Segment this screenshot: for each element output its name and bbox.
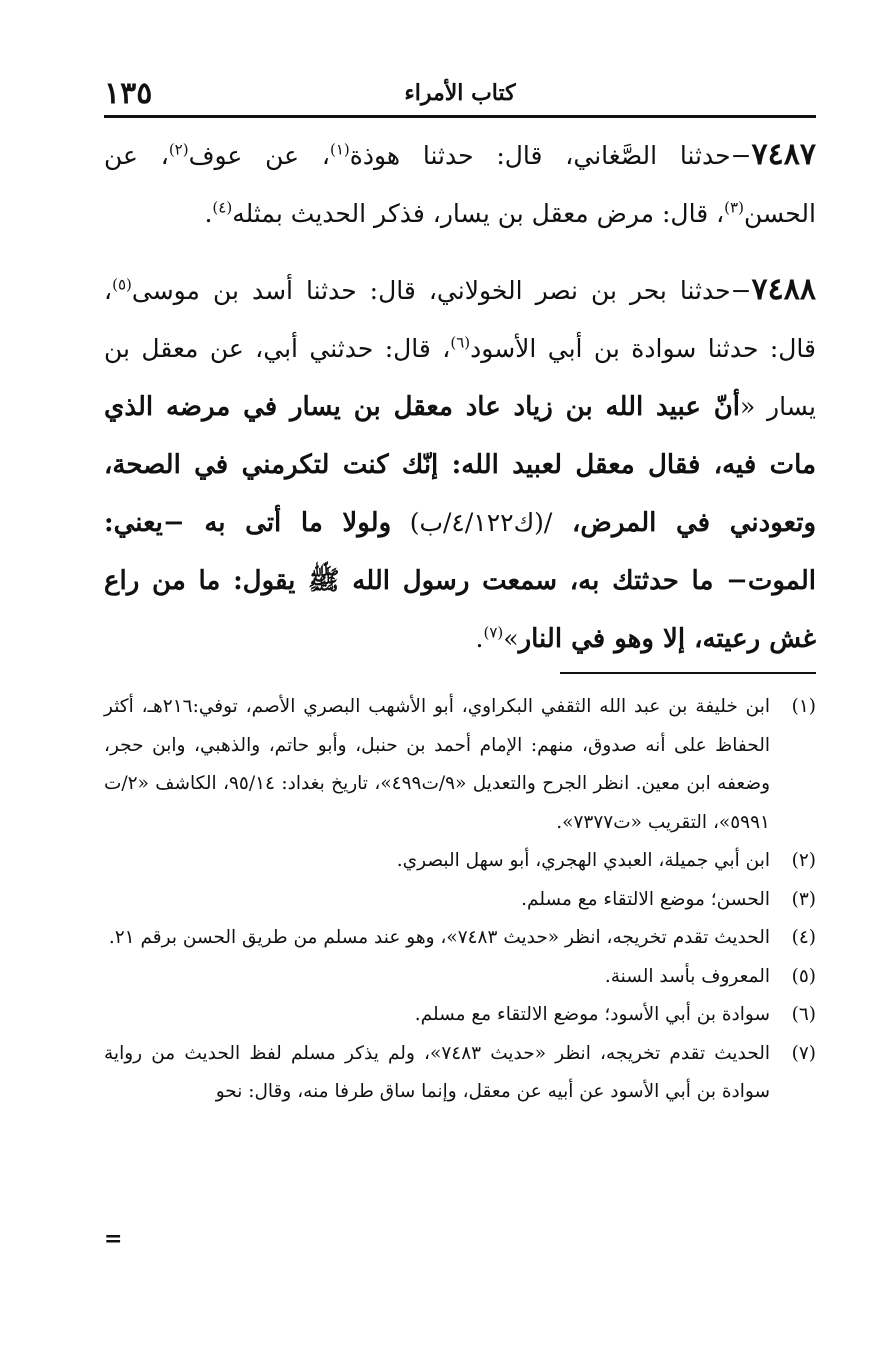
footnote <box>104 1035 816 1112</box>
footnote-text: الحديث تقدم تخريجه، انظر «حديث ٧٤٨٣»، ولم يذكر مسلم لفظ الحديث من رواية سوادة بن أبي الأسود عن أبيه عن معقل، وإنما ساق طرفا منه، وقال: نحو <box>104 1042 770 1102</box>
hadith-isnad-text: ، قال: حدثنا سوادة بن أبي الأسود <box>104 276 816 363</box>
hadith-isnad-text: −حدثنا بحر بن نصر الخولاني، قال: حدثنا أسد بن موسى <box>131 276 752 305</box>
footnote-text: الحديث تقدم تخريجه، انظر «حديث ٧٤٨٣»، وهو عند مسلم من طريق الحسن برقم ٢١. <box>108 927 770 948</box>
hadith-isnad-text: ، عن عوف <box>188 141 330 170</box>
book-title: كتاب الأمراء <box>404 80 516 106</box>
footnote-number: (٧) <box>791 1042 816 1064</box>
page-number: ١٣٥ <box>104 76 153 111</box>
hadith-isnad-text: ، قال: حدثني أبي، عن معقل بن يسار « <box>104 334 816 421</box>
footnote-reference: (٢) <box>168 140 189 159</box>
hadith-number: ٧٤٨٨ <box>751 272 816 307</box>
hadith-isnad-text: . <box>204 199 213 228</box>
footnote-number: (٢) <box>791 850 816 871</box>
footnote-number: (٦) <box>791 1004 816 1025</box>
footnote-number: (٥) <box>791 965 816 987</box>
footnote <box>104 881 816 920</box>
footnote-reference: (٧) <box>483 623 504 642</box>
hadith-isnad-text: » <box>503 624 519 653</box>
footnote <box>104 996 816 1035</box>
footnote-reference: (٤) <box>212 198 233 217</box>
hadith-paragraph <box>104 261 816 668</box>
main-text <box>104 126 816 686</box>
footnote-number: (١) <box>791 696 816 717</box>
hadith-isnad-text: ، عن الحسن <box>104 141 816 228</box>
footnote-text: الحسن؛ موضع الالتقاء مع مسلم. <box>521 888 770 910</box>
footnote-reference: (٣) <box>724 198 744 217</box>
footnote <box>104 842 816 881</box>
hadith-number: ٧٤٨٧ <box>751 137 816 172</box>
hadith-isnad-text: ، قال: مرض معقل بن يسار، فذكر الحديث بمثله <box>232 199 725 228</box>
footnote-reference: (٦) <box>450 333 471 352</box>
footnotes-list <box>104 688 816 1112</box>
hadith-paragraph <box>104 126 816 243</box>
hadith-isnad-text: −حدثنا الصَّغاني، قال: حدثنا هوذة <box>349 141 752 170</box>
footnote-number: (٣) <box>791 888 816 910</box>
footnote-text: ابن خليفة بن عبد الله الثقفي البكراوي، أبو الأشهب البصري الأصم، توفي:٢١٦هـ، أكثر الحفاظ على أنه صدوق، منهم: الإمام أحمد بن حنبل، وأبو حاتم، والذهبي، وابن حجر، وضعفه ابن معين. انظر الجرح والتعديل «٩/ت٤٩٩»، تاريخ بغداد: ٩٥/١٤، الكاشف «٢/ت ٥٩٩١»، التقريب «ت٧٣٧٧». <box>104 696 771 833</box>
footnote <box>104 958 816 997</box>
page-header <box>104 70 816 118</box>
hadith-matn-text: أنّ عبيد الله بن زياد عاد معقل بن يسار في مرضه الذي مات فيه، فقال معقل لعبيد الله: إنّك كنت لتكرمني في الصحة، وتعودني في المرض، <box>104 392 816 538</box>
footnote-text: المعروف بأسد السنة. <box>604 965 770 987</box>
header-rule <box>104 115 816 118</box>
footnote-text: سوادة بن أبي الأسود؛ موضع الالتقاء مع مسلم. <box>414 1004 770 1025</box>
footnote <box>104 688 816 842</box>
hadith-matn-text: ولولا ما أتى به −يعني: الموت− ما حدثتك به، سمعت رسول الله ﷺ يقول: ما من راع غش رعيته، إلا وهو في النار <box>104 508 816 654</box>
footnote-reference: (٥) <box>112 275 132 294</box>
footnote-separator <box>560 672 816 674</box>
footnote-number: (٤) <box>791 927 816 948</box>
footnote-text: ابن أبي جميلة، العبدي الهجري، أبو سهل البصري. <box>396 850 770 871</box>
continuation-mark: = <box>104 1226 123 1252</box>
hadith-isnad-text: /(ك٤/١٢٢/ب) <box>391 508 553 537</box>
footnote-reference: (١) <box>329 140 350 159</box>
hadith-isnad-text: . <box>475 624 484 653</box>
footnote <box>104 919 816 958</box>
